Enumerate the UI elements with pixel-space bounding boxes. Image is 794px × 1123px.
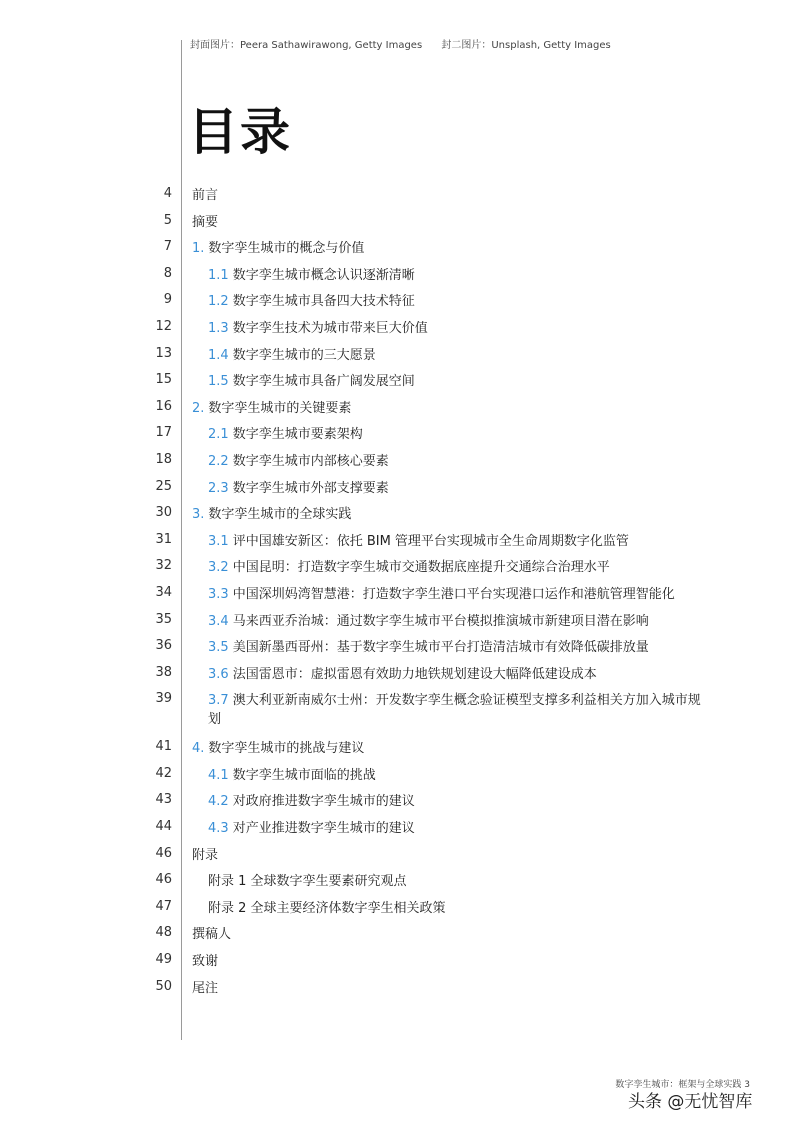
toc-section-number: 1.1	[208, 267, 229, 283]
toc-page-number: 46	[155, 872, 172, 888]
toc-section-number: 4.1	[208, 767, 229, 783]
toc-entry-label	[192, 186, 692, 205]
toc-page-number: 9	[163, 292, 172, 308]
toc-page-number: 43	[155, 792, 172, 808]
toc-entry-label	[192, 213, 692, 232]
toc-entry[interactable]	[0, 634, 794, 661]
toc-entry-text: 数字孪生城市的关键要素	[208, 400, 352, 416]
toc-entry-text: 数字孪生城市具备广阔发展空间	[232, 374, 415, 390]
toc-entry-label	[208, 665, 708, 684]
toc-page-number: 16	[155, 398, 172, 414]
toc-entry-text: 致谢	[192, 954, 219, 970]
toc-entry-label	[208, 872, 708, 891]
toc-entry[interactable]	[0, 762, 794, 789]
toc-entry-label	[208, 558, 708, 577]
toc-section-number: 1.	[192, 241, 205, 257]
toc-entry[interactable]	[0, 608, 794, 635]
toc-section-number: 3.1	[208, 533, 229, 549]
toc-entry[interactable]	[0, 735, 794, 762]
page-title: 目录	[188, 103, 292, 161]
toc-entry[interactable]	[0, 262, 794, 289]
toc-entry-text: 数字孪生城市的三大愿景	[232, 347, 376, 363]
page-footer: 数字孪生城市：框架与全球实践 3	[615, 1080, 750, 1090]
watermark: 头条 @无忧智库	[628, 1092, 753, 1112]
toc-entry-text: 数字孪生城市的概念与价值	[208, 241, 365, 257]
toc-entry[interactable]	[0, 661, 794, 688]
toc-section-number: 3.4	[208, 613, 229, 629]
image-credits	[190, 36, 627, 51]
toc-entry-text: 中国昆明：打造数字孪生城市交通数据底座提升交通综合治理水平	[232, 560, 610, 576]
toc-entry-label	[208, 479, 708, 498]
toc-entry-label	[192, 739, 692, 758]
toc-section-number: 4.	[192, 741, 205, 757]
toc-section-number: 2.2	[208, 453, 229, 469]
toc-entry-label	[192, 399, 692, 418]
toc-page-number: 44	[155, 819, 172, 835]
toc-entry-text: 数字孪生城市具备四大技术特征	[232, 294, 415, 310]
toc-entry-label	[208, 319, 708, 338]
inner-cover-credit: 封二图片：Unsplash, Getty Images	[441, 40, 611, 51]
toc-entry-text: 法国雷恩市：虚拟雷恩有效助力地铁规划建设大幅降低建设成本	[232, 666, 597, 682]
toc-entry[interactable]	[0, 975, 794, 1002]
toc-entry-text: 对产业推进数字孪生城市的建议	[232, 821, 415, 837]
toc-page-number: 48	[155, 925, 172, 941]
toc-page-number: 46	[155, 845, 172, 861]
toc-entry-text: 数字孪生城市要素架构	[232, 427, 363, 443]
toc-entry-text: 附录	[192, 847, 219, 863]
toc-entry-text: 中国深圳妈湾智慧港：打造数字孪生港口平台实现港口运作和港航管理智能化	[232, 586, 675, 602]
toc-entry[interactable]	[0, 448, 794, 475]
toc-section-number: 3.3	[208, 586, 229, 602]
toc-entry[interactable]	[0, 395, 794, 422]
toc-entry-label	[208, 266, 708, 285]
toc-entry-label	[192, 925, 692, 944]
toc-entry[interactable]	[0, 528, 794, 555]
toc-page-number: 34	[155, 584, 172, 600]
toc-entry-label	[192, 979, 692, 998]
toc-entry[interactable]	[0, 842, 794, 869]
toc-entry-label	[208, 792, 708, 811]
toc-page-number: 39	[155, 691, 172, 707]
toc-entry-text: 撰稿人	[192, 927, 232, 943]
toc-entry-label	[192, 846, 692, 865]
toc-entry-label	[208, 638, 708, 657]
toc-section-number: 2.	[192, 400, 205, 416]
toc-page-number: 5	[163, 212, 172, 228]
toc-entry-label	[208, 346, 708, 365]
toc-entry[interactable]	[0, 235, 794, 262]
toc-entry-label	[208, 691, 708, 729]
toc-entry-text: 尾注	[192, 980, 219, 996]
toc-entry-label	[208, 425, 708, 444]
toc-entry[interactable]	[0, 182, 794, 209]
toc-entry-text: 评中国雄安新区：依托 BIM 管理平台实现城市全生命周期数字化监管	[232, 533, 629, 549]
toc-entry[interactable]	[0, 868, 794, 895]
toc-entry-text: 数字孪生城市面临的挑战	[232, 767, 376, 783]
toc-section-number: 4.3	[208, 821, 229, 837]
toc-section-number: 1.3	[208, 320, 229, 336]
toc-page-number: 32	[155, 558, 172, 574]
toc-entry[interactable]	[0, 581, 794, 608]
toc-entry-label	[192, 239, 692, 258]
toc-entry[interactable]	[0, 815, 794, 842]
toc-section-number: 3.5	[208, 640, 229, 656]
toc-entry[interactable]	[0, 288, 794, 315]
toc-page-number: 49	[155, 952, 172, 968]
toc-entry-label	[208, 532, 708, 551]
toc-page-number: 25	[155, 478, 172, 494]
toc-page-number: 50	[155, 978, 172, 994]
toc-section-number: 4.2	[208, 794, 229, 810]
toc-entry-label	[208, 899, 708, 918]
toc-section-number: 3.7	[208, 693, 229, 709]
toc-page-number: 41	[155, 739, 172, 755]
toc-page-number: 35	[155, 611, 172, 627]
toc-entry[interactable]	[0, 368, 794, 395]
toc-entry[interactable]	[0, 921, 794, 948]
toc-entry-text: 附录 2 全球主要经济体数字孪生相关政策	[208, 900, 446, 916]
toc-page-number: 42	[155, 765, 172, 781]
toc-page-number: 18	[155, 451, 172, 467]
toc-entry-text: 马来西亚乔治城：通过数字孪生城市平台模拟推演城市新建项目潜在影响	[232, 613, 649, 629]
toc-entry-label	[208, 819, 708, 838]
toc-section-number: 1.4	[208, 347, 229, 363]
toc-entry-text: 美国新墨西哥州：基于数字孪生城市平台打造清洁城市有效降低碳排放量	[232, 640, 649, 656]
toc-entry-label	[208, 585, 708, 604]
toc-entry[interactable]	[0, 209, 794, 236]
toc-entry-label	[208, 452, 708, 471]
toc-entry-text: 附录 1 全球数字孪生要素研究观点	[208, 874, 407, 890]
toc-entry[interactable]	[0, 948, 794, 975]
toc-entry-text: 澳大利亚新南威尔士州：开发数字孪生概念验证模型支撑多利益相关方加入城市规划	[208, 693, 701, 728]
toc-page-number: 31	[155, 531, 172, 547]
toc-entry-text: 数字孪生城市概念认识逐渐清晰	[232, 267, 415, 283]
toc-entry-text: 对政府推进数字孪生城市的建议	[232, 794, 415, 810]
toc-entry-text: 数字孪生技术为城市带来巨大价值	[232, 320, 428, 336]
toc-section-number: 3.6	[208, 666, 229, 682]
toc-entry[interactable]	[0, 788, 794, 815]
toc-entry[interactable]	[0, 315, 794, 342]
cover-credit: 封面图片：Peera Sathawirawong, Getty Images	[190, 40, 423, 51]
toc-entry-text: 数字孪生城市外部支撑要素	[232, 480, 389, 496]
toc-entry[interactable]	[0, 895, 794, 922]
toc-entry-label	[208, 372, 708, 391]
toc-entry-label	[208, 292, 708, 311]
toc-entry[interactable]	[0, 687, 794, 735]
toc-section-number: 3.2	[208, 560, 229, 576]
toc-entry-text: 数字孪生城市的全球实践	[208, 507, 352, 523]
toc-page-number: 8	[163, 265, 172, 281]
toc-entry[interactable]	[0, 501, 794, 528]
toc-section-number: 1.2	[208, 294, 229, 310]
toc-section-number: 3.	[192, 507, 205, 523]
toc-page-number: 17	[155, 425, 172, 441]
toc-page-number: 36	[155, 638, 172, 654]
toc-page-number: 13	[155, 345, 172, 361]
toc-page-number: 12	[155, 318, 172, 334]
toc-entry-label	[192, 505, 692, 524]
toc-entry-label	[208, 612, 708, 631]
toc-page-number: 15	[155, 372, 172, 388]
toc-entry[interactable]	[0, 421, 794, 448]
toc-entry-text: 数字孪生城市内部核心要素	[232, 453, 389, 469]
toc-page-number: 30	[155, 505, 172, 521]
toc-entry-label	[208, 766, 708, 785]
toc-page-number: 47	[155, 898, 172, 914]
toc-entry-text: 前言	[192, 188, 219, 203]
toc-entry-label	[192, 952, 692, 971]
toc-section-number: 2.1	[208, 427, 229, 443]
toc-entry[interactable]	[0, 554, 794, 581]
toc-entry[interactable]	[0, 475, 794, 502]
toc-page-number: 38	[155, 664, 172, 680]
toc-section-number: 2.3	[208, 480, 229, 496]
toc-section-number: 1.5	[208, 374, 229, 390]
toc-entry-text: 摘要	[192, 214, 219, 230]
toc-page-number: 4	[163, 186, 172, 201]
toc-page-number: 7	[163, 239, 172, 255]
toc-entry-text: 数字孪生城市的挑战与建议	[208, 741, 365, 757]
toc-entry[interactable]	[0, 342, 794, 369]
table-of-contents	[0, 182, 794, 1001]
